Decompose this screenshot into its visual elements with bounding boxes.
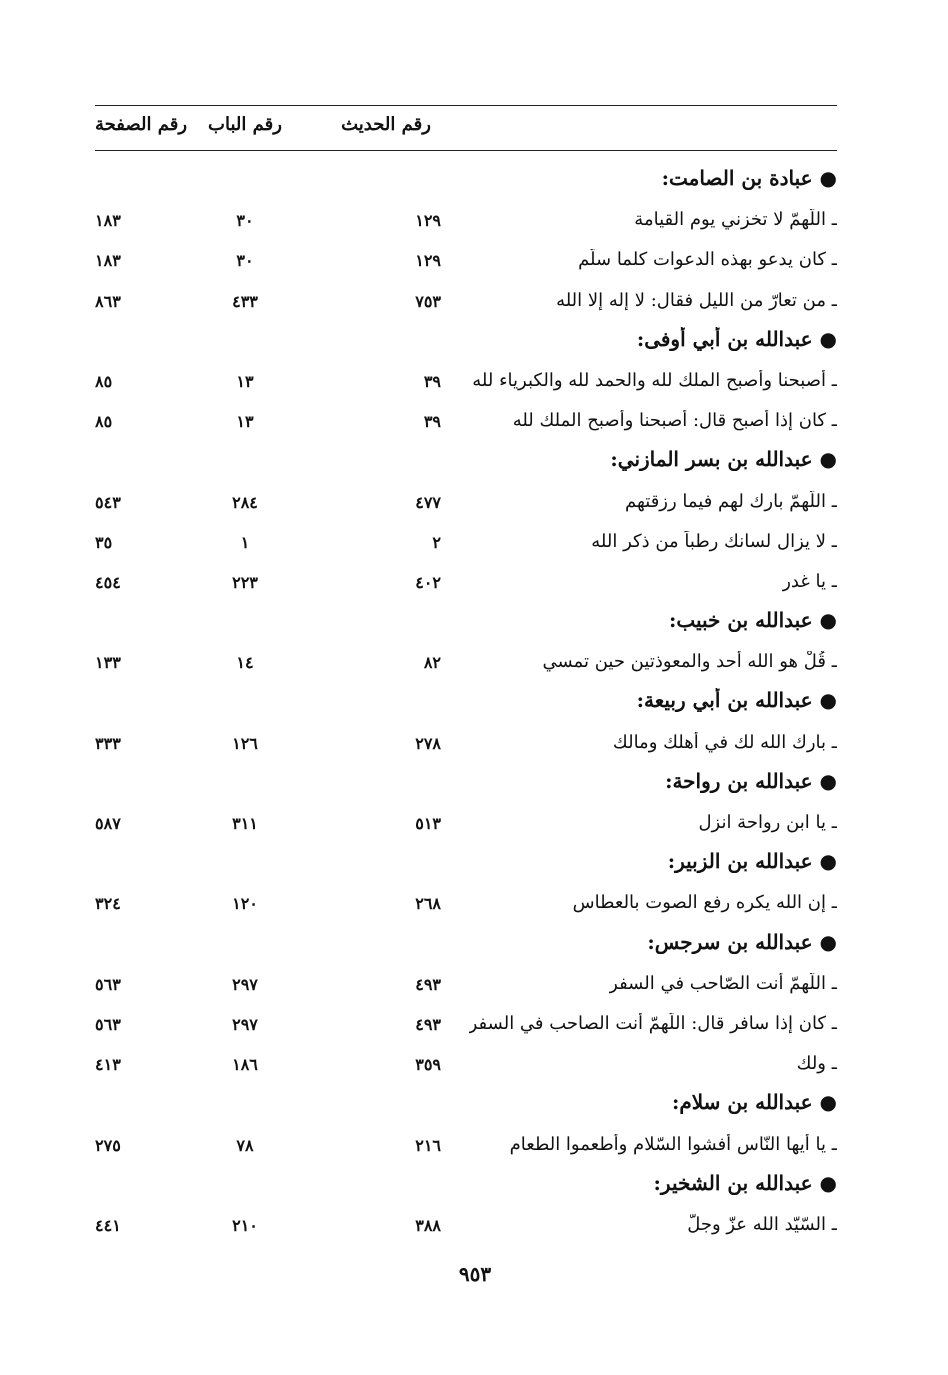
narrator-name: ● عبدالله بن أبي أوفى: bbox=[636, 326, 837, 351]
hadith-entry bbox=[95, 647, 837, 687]
hadith-text: ـ اللّهمّ بارك لهم فيما رزقتهم bbox=[624, 490, 837, 512]
hadith-number: ٤٧٧ bbox=[415, 492, 441, 512]
hadith-number: ١٢٩ bbox=[415, 211, 441, 231]
bab-number: ٣١١ bbox=[232, 814, 258, 833]
bab-number: ١٢٦ bbox=[232, 733, 258, 753]
hadith-number: ٣٩ bbox=[423, 371, 441, 391]
hadith-number: ٤٩٣ bbox=[415, 974, 441, 994]
bab-number: ٢٩٧ bbox=[232, 974, 258, 994]
hadith-text: ـ يا غدر bbox=[782, 570, 837, 592]
page-number-cell: ٥٨٧ bbox=[95, 814, 121, 833]
hadith-text: ـ من تعارّ من الليل فقال: لا إله إلا الله bbox=[556, 289, 837, 311]
narrator-heading bbox=[95, 848, 837, 888]
page-number-cell: ٨٥ bbox=[95, 412, 113, 432]
hadith-text: ـ قُلْ هو الله أحد والمعوذتين حين تمسي bbox=[542, 651, 837, 673]
hadith-text: ـ يا ابن رواحة انزل bbox=[698, 812, 837, 833]
page-number: ٩٥٣ bbox=[458, 1262, 492, 1286]
narrator-heading bbox=[95, 687, 837, 727]
bab-number: ٣٠ bbox=[236, 211, 254, 231]
hadith-entry bbox=[95, 567, 837, 607]
hadith-text: ـ السّيّد الله عزّ وجلّ bbox=[687, 1213, 837, 1235]
narrator-name: ● عبدالله بن رواحة: bbox=[665, 768, 837, 793]
hadith-entry bbox=[95, 888, 837, 928]
hadith-entry bbox=[95, 1210, 837, 1250]
hadith-number: ٣٨٨ bbox=[415, 1215, 441, 1235]
bab-number: ٢٢٣ bbox=[232, 572, 258, 592]
bab-number: ٢١٠ bbox=[232, 1215, 258, 1235]
hadith-number: ٢٧٨ bbox=[415, 733, 441, 753]
bab-number: ٢٨٤ bbox=[232, 492, 258, 512]
hadith-entry bbox=[95, 1009, 837, 1049]
bab-number: ٤٣٣ bbox=[232, 291, 258, 311]
page-number-cell: ٥٦٣ bbox=[95, 1014, 121, 1034]
hadith-entry bbox=[95, 406, 837, 446]
hadith-number: ٤٩٣ bbox=[415, 1014, 441, 1034]
bab-number: ١٤ bbox=[236, 653, 254, 673]
narrator-heading bbox=[95, 326, 837, 366]
page-number-cell: ٤٥٤ bbox=[95, 572, 121, 592]
hadith-number: ٢٦٨ bbox=[415, 894, 441, 914]
page-number-cell: ١٣٣ bbox=[95, 653, 121, 673]
hadith-number: ٢ bbox=[432, 532, 441, 552]
narrator-heading bbox=[95, 607, 837, 647]
hadith-entry bbox=[95, 366, 837, 406]
bab-number: ٢٩٧ bbox=[232, 1014, 258, 1034]
hadith-number: ٤٠٢ bbox=[415, 572, 441, 592]
narrator-name: ● عبدالله بن خبيب: bbox=[668, 608, 837, 633]
header-rule bbox=[95, 150, 837, 151]
hadith-text: ـ اللّهمّ لا تخزني يوم القيامة bbox=[634, 209, 837, 231]
hadith-text: ـ اللّهمّ أنت الصّاحب في السفر bbox=[609, 972, 837, 994]
hadith-entry bbox=[95, 1130, 837, 1170]
hadith-text: ـ كان إذا أصبح قال: أصبحنا وأصبح الملك لله bbox=[512, 410, 837, 432]
page-number-cell: ٤١٣ bbox=[95, 1055, 121, 1075]
page-number-cell: ١٨٣ bbox=[95, 251, 121, 271]
hadith-entry bbox=[95, 245, 837, 285]
hadith-entry bbox=[95, 1049, 837, 1089]
page-number-cell: ٣٢٤ bbox=[95, 894, 121, 914]
header-hadith-number: رقم الحديث bbox=[341, 114, 431, 135]
header-bab-number: رقم الباب bbox=[208, 114, 282, 135]
narrator-name: ● عبدالله بن الشخير: bbox=[653, 1170, 837, 1195]
page-number-cell: ٨٥ bbox=[95, 371, 113, 391]
hadith-text: ـ إن الله يكره رفع الصوت بالعطاس bbox=[572, 892, 837, 914]
narrator-name: ● عبادة بن الصامت: bbox=[661, 166, 837, 190]
bab-number: ١٨٦ bbox=[232, 1055, 258, 1075]
bab-number: ٣٠ bbox=[236, 251, 254, 271]
hadith-entry bbox=[95, 487, 837, 527]
narrator-heading bbox=[95, 446, 837, 486]
bab-number: ٧٨ bbox=[236, 1135, 254, 1155]
hadith-text: ـ لا يزال لسانك رطباً من ذكر الله bbox=[591, 530, 837, 552]
hadith-text: ـ كان إذا سافر قال: اللّهمّ أنت الصاحب في السفر bbox=[468, 1012, 837, 1034]
bab-number: ١ bbox=[240, 532, 250, 552]
narrator-heading bbox=[95, 1170, 837, 1210]
page-number-cell: ٣٥ bbox=[95, 532, 113, 552]
narrator-heading bbox=[95, 165, 837, 205]
narrator-name: ● عبدالله بن بسر المازني: bbox=[610, 447, 837, 472]
page-number-cell: ٤٤١ bbox=[95, 1215, 121, 1235]
hadith-text: ـ يا أيها النّاس أفشوا السّلام وأطعموا الطعام bbox=[509, 1133, 837, 1155]
bab-number: ١٢٠ bbox=[232, 894, 258, 914]
hadith-number: ٢١٦ bbox=[415, 1135, 441, 1155]
hadith-entry bbox=[95, 527, 837, 567]
index-rows bbox=[95, 165, 837, 1250]
hadith-entry bbox=[95, 286, 837, 326]
hadith-entry bbox=[95, 205, 837, 245]
hadith-text: ـ أصبحنا وأصبح الملك لله والحمد لله والكبرياء لله bbox=[472, 369, 837, 391]
narrator-heading bbox=[95, 768, 837, 808]
hadith-text: ـ كان يدعو بهذه الدعوات كلما سلّم bbox=[578, 249, 837, 271]
bab-number: ١٣ bbox=[236, 371, 254, 391]
page-number-cell: ٥٤٣ bbox=[95, 492, 121, 512]
page-number-cell: ١٨٣ bbox=[95, 211, 121, 231]
hadith-number: ٧٥٣ bbox=[415, 291, 441, 311]
header-page-number: رقم الصفحة bbox=[95, 114, 188, 135]
narrator-heading bbox=[95, 929, 837, 969]
bab-number: ١٣ bbox=[236, 412, 254, 432]
narrator-heading bbox=[95, 1089, 837, 1129]
hadith-number: ٣٥٩ bbox=[415, 1055, 441, 1075]
narrator-name: ● عبدالله بن أبي ربيعة: bbox=[636, 688, 837, 713]
hadith-text: ـ بارك الله لك في أهلك ومالك bbox=[612, 731, 837, 753]
index-page bbox=[95, 105, 837, 1250]
table-header bbox=[95, 106, 837, 150]
page-number-cell: ٣٣٣ bbox=[95, 733, 121, 753]
narrator-name: ● عبدالله بن الزبير: bbox=[667, 849, 837, 874]
hadith-entry bbox=[95, 728, 837, 768]
hadith-entry bbox=[95, 808, 837, 848]
hadith-number: ٥١٣ bbox=[415, 814, 441, 833]
page-number-cell: ٨٦٣ bbox=[95, 291, 121, 311]
hadith-number: ١٢٩ bbox=[415, 251, 441, 271]
hadith-entry bbox=[95, 969, 837, 1009]
narrator-name: ● عبدالله بن سلام: bbox=[671, 1090, 837, 1115]
narrator-name: ● عبدالله بن سرجس: bbox=[647, 929, 837, 954]
hadith-number: ٨٢ bbox=[423, 653, 441, 673]
hadith-text: ـ ولك bbox=[796, 1053, 837, 1075]
hadith-number: ٣٩ bbox=[423, 412, 441, 432]
page-number-cell: ٢٧٥ bbox=[95, 1135, 121, 1155]
page-number-cell: ٥٦٣ bbox=[95, 974, 121, 994]
